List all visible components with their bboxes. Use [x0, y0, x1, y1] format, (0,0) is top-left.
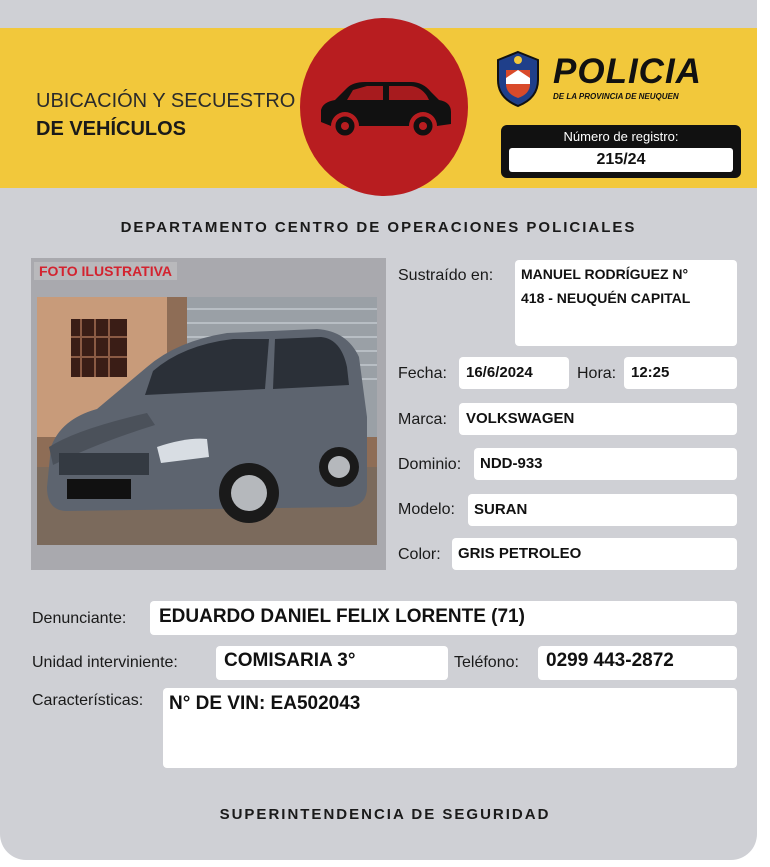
phone-label: Teléfono:: [454, 654, 519, 671]
unit-label: Unidad interviniente:: [32, 654, 178, 671]
features-label: Características:: [32, 692, 144, 709]
police-badge-icon: [494, 50, 542, 108]
registry-value: 215/24: [509, 148, 733, 172]
unit-value: COMISARIA 3°: [224, 650, 356, 671]
footer-title: SUPERINTENDENCIA DE SEGURIDAD: [219, 806, 551, 823]
color-value: GRIS PETROLEO: [458, 545, 582, 562]
date-label: Fecha:: [398, 365, 447, 382]
color-label: Color:: [398, 546, 441, 563]
org-title: POLICIA: [553, 52, 702, 91]
org-subtitle: DE LA PROVINCIA DE NEUQUEN: [553, 92, 679, 101]
vehicle-photo: [37, 297, 377, 545]
registry-label: Número de registro:: [563, 129, 679, 144]
registry-box: [501, 125, 741, 178]
features-value: N° DE VIN: EA502043: [169, 693, 361, 714]
stolen-line-1: MANUEL RODRÍGUEZ N°: [521, 266, 689, 282]
photo-tag: FOTO ILUSTRATIVA: [34, 262, 177, 280]
title-line-2: DE VEHÍCULOS: [36, 118, 187, 140]
car-icon: [313, 78, 455, 142]
time-value: 12:25: [631, 364, 670, 381]
department-title: DEPARTAMENTO CENTRO DE OPERACIONES POLICIALES: [120, 219, 637, 236]
model-label: Modelo:: [398, 501, 455, 518]
date-value: 16/6/2024: [466, 364, 533, 381]
stolen-label: Sustraído en:: [398, 267, 494, 284]
model-value: SURAN: [474, 501, 528, 518]
complainant-label: Denunciante:: [32, 610, 127, 627]
plate-value: NDD-933: [480, 455, 543, 472]
time-label: Hora:: [577, 365, 617, 382]
complainant-value: EDUARDO DANIEL FELIX LORENTE (71): [159, 606, 525, 627]
phone-value: 0299 443-2872: [546, 650, 674, 671]
title-line-1: UBICACIÓN Y SECUESTRO: [36, 90, 296, 112]
brand-value: VOLKSWAGEN: [466, 410, 575, 427]
plate-label: Dominio:: [398, 456, 462, 473]
stolen-line-2: 418 - NEUQUÉN CAPITAL: [521, 290, 691, 306]
brand-label: Marca:: [398, 411, 447, 428]
